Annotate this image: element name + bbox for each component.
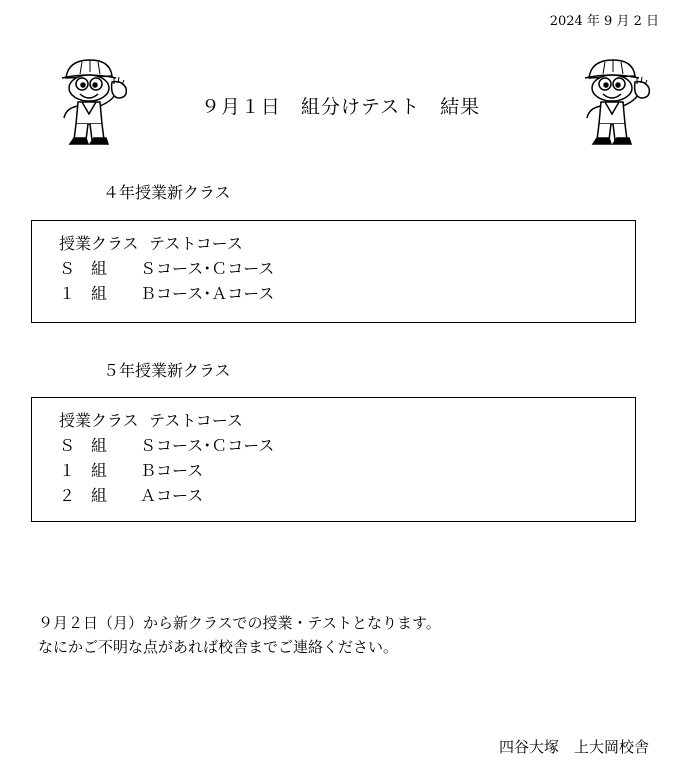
- course-name: Ｓコース･Ｃコース: [140, 436, 275, 455]
- class-table-grade5: [31, 397, 636, 522]
- class-name: １ 組: [59, 284, 108, 303]
- course-name: Ａコース: [140, 486, 204, 505]
- class-name: １ 組: [59, 461, 108, 480]
- notice-line-1: ９月２日（月）から新クラスでの授業・テストとなります。: [38, 614, 441, 632]
- table-row: [42, 281, 635, 306]
- table-row: [42, 483, 635, 508]
- class-name: Ｓ 組: [59, 259, 108, 278]
- course-name: Ｓコース･Ｃコース: [140, 259, 275, 278]
- table-row: [42, 256, 635, 281]
- notice-line-2: なにかご不明な点があれば校舎までご連絡ください。: [38, 638, 399, 656]
- table-row: [42, 433, 635, 458]
- course-column-header: テストコース: [149, 411, 243, 430]
- class-column-header: 授業クラス: [59, 411, 139, 430]
- class-name: Ｓ 組: [59, 436, 108, 455]
- course-name: Ｂコース･Ａコース: [140, 284, 275, 303]
- table-row: [42, 458, 635, 483]
- document-date: 2024 年 9 月 2 日: [549, 14, 659, 29]
- table-header-row: [42, 231, 635, 256]
- table-header-row: [42, 408, 635, 433]
- notice-text: [38, 611, 441, 659]
- class-name: ２ 組: [59, 486, 108, 505]
- course-column-header: テストコース: [149, 234, 243, 253]
- class-column-header: 授業クラス: [59, 234, 139, 253]
- course-name: Ｂコース: [140, 461, 204, 480]
- section-heading-grade5: ５年授業新クラス: [103, 361, 231, 380]
- school-signature: 四谷大塚 上大岡校舎: [498, 738, 649, 756]
- page-title: ９月１日 組分けテスト 結果: [200, 96, 481, 118]
- section-heading-grade4: ４年授業新クラス: [103, 183, 231, 202]
- class-table-grade4: [31, 220, 636, 323]
